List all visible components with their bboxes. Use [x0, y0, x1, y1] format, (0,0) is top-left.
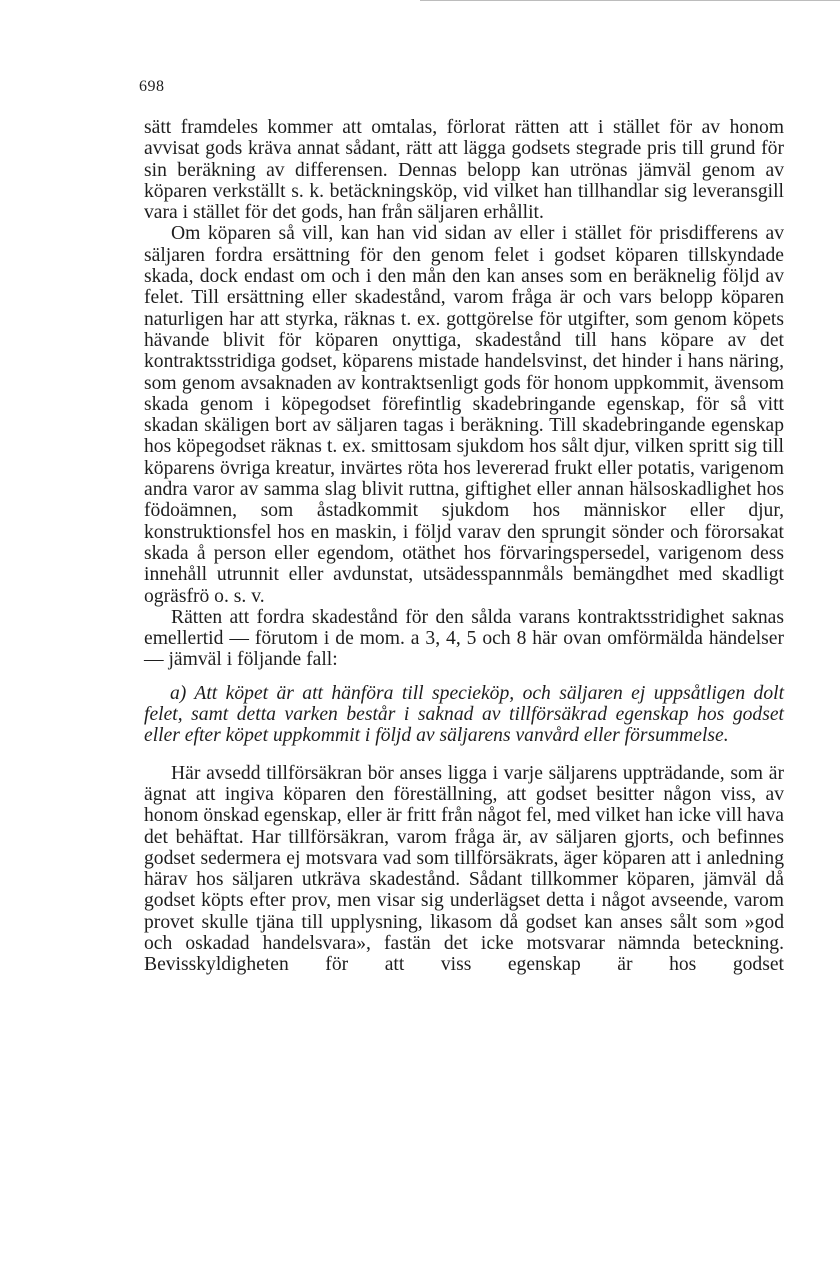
- body-text: [144, 117, 784, 976]
- top-border-rule: [420, 0, 840, 1]
- paragraph-3: Rätten att fordra skadestånd för den sålda varans kontraktsstridighet saknas emellertid — förutom i de mom. a 3, 4, 5 och 8 här ovan omförmälda händelser — jämväl i följande fall:: [144, 606, 784, 671]
- paragraph-2: Om köparen så vill, kan han vid sidan av eller i stället för prisdifferens av säljaren fordra ersättning för den genom felet i godset köparen tillskyndade skada, dock endast om och i den mån den kan anses som en beräknelig följd av felet. Till ersättning eller skadestånd, varom fråga är och vars belopp köparen naturligen har att styrka, räknas t. ex. gottgörelse för utgifter, som genom köpets hävande blivit för köparen onyttiga, skadestånd till hans köpare av det kontraktsstridiga godset, köparens mistade handelsvinst, det hinder i hans näring, som genom avsaknaden av kontraktsenligt gods för honom uppkommit, ävensom skada genom i köpegodset förefintlig skadebringande egenskap, för så vitt skadan skäligen bort av säljaren tagas i beräkning. Till skadebringande egenskap hos köpegodset räknas t. ex. smittosam sjukdom hos sålt djur, vilken spritt sig till köparens övriga kreatur, invärtes röta hos levererad frukt eller potatis, varigenom andra varor av samma slag blivit ruttna, giftighet eller annan hälsoskadlighet hos födoämnen, som åstadkommit sjukdom hos människor eller djur, konstruktionsfel hos en maskin, i följd varav den sprungit sönder och förorsakat skada å person eller egendom, otäthet hos förvaringspersedel, varigenom dess innehåll utrunnit eller avdunstat, utsädesspannmåls bemängdhet med skadligt ogräsfrö o. s. v.: [144, 223, 784, 607]
- clause-a: [144, 683, 784, 747]
- paragraph-4: Här avsedd tillförsäkran bör anses ligga i varje säljarens uppträdande, som är ägnat att ingiva köparen den föreställning, att godset besitter någon viss, av honom önskad egenskap, eller är fritt från något fel, med vilket han icke vill hava det behäftat. Har tillförsäkran, varom fråga är, av säljaren gjorts, och befinnes godset sedermera ej motsvara vad som tillförsäkrats, äger köparen att i anledning härav hos säljaren utkräva skadestånd. Sådant tillkommer köparen, jämväl då godset köpts efter prov, men visar sig underlägset detta i något avseende, varom provet skulle tjäna till upplysning, likasom då godset kan anses sålt som »god och oskadad handelsvara», fastän det icke motsvarar nämnda beteckning. Bevisskyldigheten för att viss egenskap är hos godset: [144, 762, 784, 976]
- clause-a-label: a): [170, 682, 187, 704]
- paragraph-1: sätt framdeles kommer att omtalas, förlorat rätten att i stället för av honom avvisat gods kräva annat sådant, rätt att lägga godsets stegrade pris till grund för sin beräkning av differensen. Dennas belopp kan utrönas jämväl genom av köparen verkställt s. k. betäckningsköp, vid vilket han tillhandlar sig leveransgill vara i stället för det gods, han från säljaren erhållit.: [144, 117, 784, 224]
- page-number: 698: [139, 78, 165, 95]
- clause-a-text: Att köpet är att hänföra till specieköp, och säljaren ej uppsåtligen dolt felet, samt detta varken består i saknad av tillförsäkrad egenskap hos godset eller efter köpet uppkommit i följd av säljarens vanvård eller försummelse.: [144, 682, 785, 747]
